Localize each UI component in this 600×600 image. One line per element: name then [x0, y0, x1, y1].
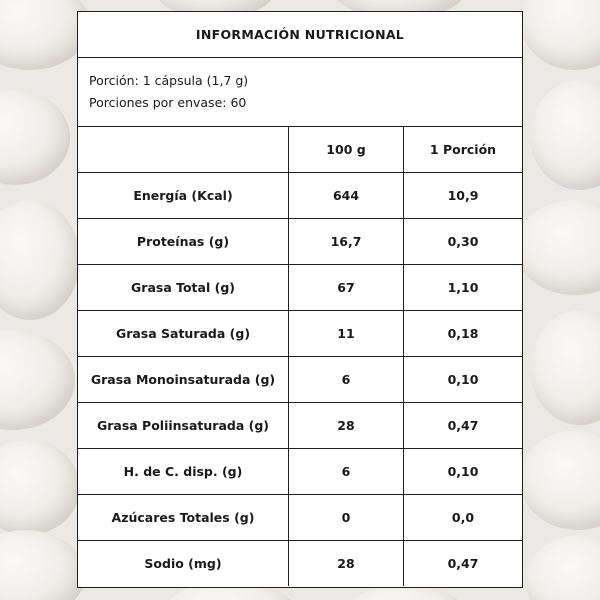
table-row: [78, 541, 522, 587]
value-per-100g: 6: [289, 357, 404, 403]
value-per-100g: 0: [289, 495, 404, 541]
nutrient-name: Grasa Monoinsaturada (g): [78, 357, 289, 403]
nutrient-name: Grasa Poliinsaturada (g): [78, 403, 289, 449]
value-per-portion: 10,9: [404, 173, 523, 219]
table-row: [78, 449, 522, 495]
table-row: [78, 219, 522, 265]
value-per-100g: 6: [289, 449, 404, 495]
nutrition-facts-panel: [77, 11, 523, 588]
serving-info: [78, 58, 522, 127]
nutrient-name: Energía (Kcal): [78, 173, 289, 219]
servings-per-container: Porciones por envase: 60: [89, 95, 247, 110]
value-per-portion: 0,0: [404, 495, 523, 541]
table-row: [78, 495, 522, 541]
value-per-portion: 0,47: [404, 403, 523, 449]
value-per-100g: 28: [289, 541, 404, 587]
table-row: [78, 357, 522, 403]
nutrient-name: Azúcares Totales (g): [78, 495, 289, 541]
nutrient-name: Proteínas (g): [78, 219, 289, 265]
value-per-100g: 28: [289, 403, 404, 449]
nutrient-name: Grasa Total (g): [78, 265, 289, 311]
column-header: 100 g: [289, 127, 404, 173]
value-per-100g: 11: [289, 311, 404, 357]
value-per-portion: 0,30: [404, 219, 523, 265]
nutrient-name: Grasa Saturada (g): [78, 311, 289, 357]
value-per-portion: 1,10: [404, 265, 523, 311]
nutrition-table: [78, 127, 522, 586]
value-per-100g: 16,7: [289, 219, 404, 265]
value-per-100g: 67: [289, 265, 404, 311]
value-per-portion: 0,10: [404, 357, 523, 403]
column-header: [78, 127, 289, 173]
value-per-portion: 0,47: [447, 556, 479, 571]
table-row: [78, 173, 522, 219]
column-header: 1 Porción: [404, 127, 523, 173]
table-row: [78, 265, 522, 311]
value-per-100g: 644: [289, 173, 404, 219]
nutrient-name: H. de C. disp. (g): [78, 449, 289, 495]
table-row: [78, 311, 522, 357]
table-header-row: [78, 127, 522, 173]
nutrient-name: Sodio (mg): [78, 541, 289, 587]
table-row: [78, 403, 522, 449]
panel-title: INFORMACIÓN NUTRICIONAL: [78, 12, 522, 58]
serving-portion: Porción: 1 cápsula (1,7 g): [89, 73, 249, 88]
value-per-portion: 0,10: [404, 449, 523, 495]
value-per-portion: 0,18: [404, 311, 523, 357]
